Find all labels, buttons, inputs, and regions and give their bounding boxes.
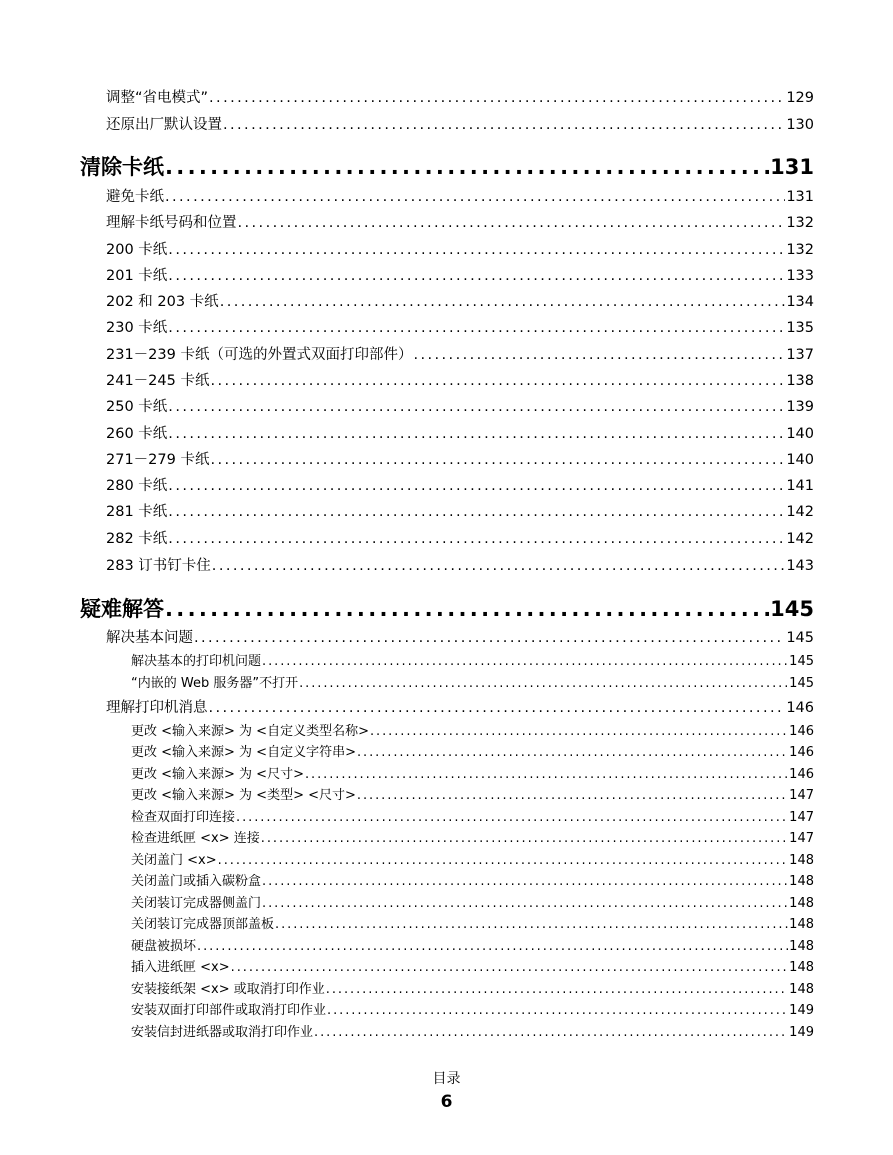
dot-leader — [168, 399, 785, 415]
entry-title: 283 订书钉卡住 — [106, 558, 211, 574]
dot-leader — [168, 478, 785, 494]
dot-leader — [168, 268, 785, 284]
dot-leader — [210, 373, 785, 389]
entry-title: 插入进纸匣 <x> — [131, 960, 230, 975]
dot-leader — [326, 982, 788, 997]
entry-title: 260 卡纸 — [106, 426, 168, 442]
entry-page: 131 — [786, 189, 814, 205]
chapter-title: 清除卡纸 — [80, 155, 164, 179]
entry-page: 133 — [786, 268, 814, 284]
dot-leader — [262, 896, 788, 911]
dot-leader — [413, 347, 785, 363]
entry-title: 202 和 203 卡纸 — [106, 294, 219, 310]
entry-page: 147 — [789, 810, 814, 825]
dot-leader — [165, 155, 769, 179]
entry-title: 硬盘被损坏 — [131, 939, 197, 954]
entry-page: 139 — [786, 399, 814, 415]
chapter-page: 145 — [770, 597, 814, 621]
entry-page: 140 — [786, 452, 814, 468]
dot-leader — [209, 700, 786, 716]
entry-title: 关闭盖门 <x> — [131, 853, 217, 868]
dot-leader — [165, 189, 785, 205]
entry-title: 关闭装订完成器顶部盖板 — [131, 917, 275, 932]
toc-subentry — [131, 892, 814, 911]
dot-leader — [168, 426, 785, 442]
dot-leader — [168, 504, 785, 520]
toc-entry — [106, 527, 814, 548]
dot-leader — [275, 917, 788, 932]
toc-subentry — [131, 1021, 814, 1040]
toc-entry — [106, 343, 814, 364]
entry-page: 137 — [786, 347, 814, 363]
toc-subentry — [131, 650, 814, 669]
dot-leader — [327, 1003, 788, 1018]
toc-entry — [106, 500, 814, 521]
toc-entry — [106, 474, 814, 495]
entry-page: 149 — [789, 1025, 814, 1040]
entry-page: 148 — [789, 874, 814, 889]
toc-entry — [106, 554, 814, 575]
toc-entry — [106, 113, 814, 134]
toc-entry — [106, 238, 814, 259]
chapter-heading — [80, 151, 814, 181]
toc-subentry — [131, 849, 814, 868]
entry-page: 146 — [789, 724, 814, 739]
entry-title: 200 卡纸 — [106, 242, 168, 258]
dot-leader — [357, 745, 788, 760]
toc-subentry — [131, 720, 814, 739]
toc-entry — [106, 211, 814, 232]
chapter-heading — [80, 593, 814, 623]
entry-page: 135 — [786, 320, 814, 336]
dot-leader — [168, 242, 785, 258]
dot-leader — [238, 215, 786, 231]
entry-title: 解决基本问题 — [106, 630, 193, 646]
toc-entry — [106, 264, 814, 285]
entry-title: 解决基本的打印机问题 — [131, 654, 262, 669]
entry-title: 检查进纸匣 <x> 连接 — [131, 831, 260, 846]
entry-title: 避免卡纸 — [106, 189, 164, 205]
toc-entry — [106, 369, 814, 390]
entry-page: 148 — [789, 939, 814, 954]
entry-page: 134 — [786, 294, 814, 310]
chapter-title: 疑难解答 — [80, 597, 164, 621]
toc-subentry — [131, 870, 814, 889]
entry-page: 142 — [786, 531, 814, 547]
entry-title: 更改 <输入来源> 为 <自定义字符串> — [131, 745, 356, 760]
entry-title: 关闭盖门或插入碳粉盒 — [131, 874, 262, 889]
entry-title: 调整“省电模式” — [106, 90, 209, 106]
entry-title: 更改 <输入来源> 为 <尺寸> — [131, 767, 304, 782]
footer-section-label: 目录 — [432, 1071, 461, 1087]
toc-entry — [106, 185, 814, 206]
entry-title: 201 卡纸 — [106, 268, 168, 284]
entry-page: 129 — [786, 90, 814, 106]
toc-subentry — [131, 672, 814, 691]
entry-page: 148 — [789, 917, 814, 932]
toc-entry — [106, 316, 814, 337]
toc-subentry — [131, 978, 814, 997]
dot-leader — [262, 874, 788, 889]
entry-page: 145 — [789, 676, 814, 691]
entry-title: 关闭装订完成器侧盖门 — [131, 896, 262, 911]
entry-page: 146 — [789, 767, 814, 782]
toc-entry — [106, 290, 814, 311]
dot-leader — [194, 630, 785, 646]
dot-leader — [231, 960, 789, 975]
dot-leader — [218, 853, 789, 868]
toc-subentry — [131, 784, 814, 803]
dot-leader — [261, 831, 788, 846]
toc-subentry — [131, 741, 814, 760]
entry-page: 138 — [786, 373, 814, 389]
dot-leader — [168, 531, 785, 547]
entry-title: 271－279 卡纸 — [106, 452, 210, 468]
entry-page: 148 — [789, 896, 814, 911]
entry-title: 280 卡纸 — [106, 478, 168, 494]
toc-entry — [106, 395, 814, 416]
toc-entry — [106, 448, 814, 469]
dot-leader — [314, 1025, 788, 1040]
entry-page: 146 — [789, 745, 814, 760]
entry-title: 230 卡纸 — [106, 320, 168, 336]
dot-leader — [168, 320, 785, 336]
entry-page: 145 — [786, 630, 814, 646]
entry-title: “内嵌的 Web 服务器”不打开 — [131, 676, 299, 691]
entry-title: 更改 <输入来源> 为 <类型> <尺寸> — [131, 788, 356, 803]
dot-leader — [209, 90, 785, 106]
entry-title: 理解卡纸号码和位置 — [106, 215, 237, 231]
footer-page-number: 6 — [440, 1092, 453, 1112]
entry-page: 130 — [786, 117, 814, 133]
entry-page: 148 — [789, 960, 814, 975]
entry-page: 148 — [789, 853, 814, 868]
dot-leader — [357, 788, 788, 803]
dot-leader — [370, 724, 788, 739]
toc-subentry — [131, 763, 814, 782]
entry-title: 250 卡纸 — [106, 399, 168, 415]
dot-leader — [165, 597, 769, 621]
entry-title: 更改 <输入来源> 为 <自定义类型名称> — [131, 724, 369, 739]
toc-subentry — [131, 827, 814, 846]
toc-subentry — [131, 913, 814, 932]
entry-page: 142 — [786, 504, 814, 520]
entry-title: 安装双面打印部件或取消打印作业 — [131, 1003, 327, 1018]
entry-page: 149 — [789, 1003, 814, 1018]
entry-page: 145 — [789, 654, 814, 669]
entry-title: 还原出厂默认设置 — [106, 117, 222, 133]
entry-title: 282 卡纸 — [106, 531, 168, 547]
dot-leader — [223, 117, 785, 133]
entry-title: 检查双面打印连接 — [131, 810, 236, 825]
entry-page: 147 — [789, 831, 814, 846]
toc-subentry — [131, 956, 814, 975]
entry-title: 安装信封进纸器或取消打印作业 — [131, 1025, 314, 1040]
toc-entry — [106, 86, 814, 107]
entry-page: 132 — [786, 242, 814, 258]
entry-title: 281 卡纸 — [106, 504, 168, 520]
dot-leader — [262, 654, 788, 669]
dot-leader — [197, 939, 788, 954]
entry-page: 147 — [789, 788, 814, 803]
toc-entry — [106, 422, 814, 443]
entry-title: 安装接纸架 <x> 或取消打印作业 — [131, 982, 325, 997]
entry-title: 231－239 卡纸（可选的外置式双面打印部件） — [106, 347, 413, 363]
chapter-page: 131 — [770, 155, 814, 179]
entry-page: 148 — [789, 982, 814, 997]
entry-page: 140 — [786, 426, 814, 442]
entry-page: 132 — [786, 215, 814, 231]
dot-leader — [220, 294, 786, 310]
toc-subentry — [131, 999, 814, 1018]
dot-leader — [212, 558, 786, 574]
entry-page: 141 — [786, 478, 814, 494]
dot-leader — [236, 810, 788, 825]
dot-leader — [210, 452, 785, 468]
toc-subentry — [131, 806, 814, 825]
dot-leader — [299, 676, 788, 691]
toc-entry — [106, 696, 814, 717]
toc-entry — [106, 626, 814, 647]
entry-page: 146 — [786, 700, 814, 716]
entry-page: 143 — [786, 558, 814, 574]
entry-title: 理解打印机消息 — [106, 700, 208, 716]
entry-title: 241－245 卡纸 — [106, 373, 210, 389]
toc-subentry — [131, 935, 814, 954]
dot-leader — [305, 767, 788, 782]
